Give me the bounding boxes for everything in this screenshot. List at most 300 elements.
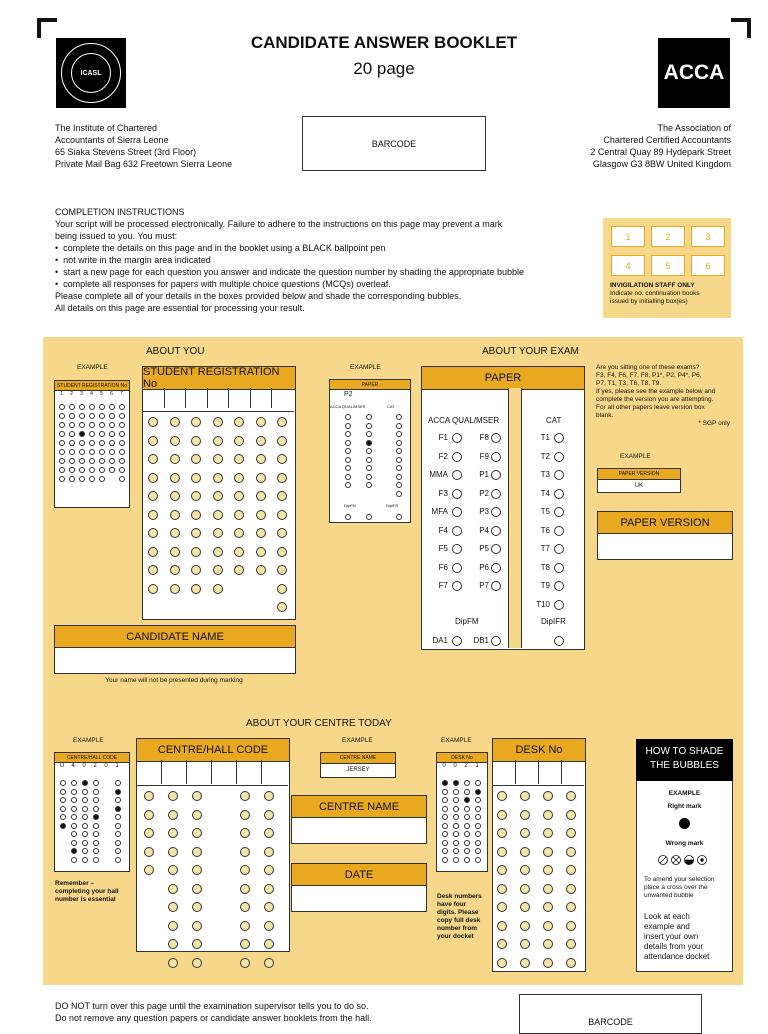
desk-bubble[interactable]: [520, 810, 530, 820]
desk-bubble[interactable]: [497, 939, 507, 949]
centre-bubble[interactable]: [192, 884, 202, 894]
desk-bubble[interactable]: [566, 865, 576, 875]
column-divider: [185, 388, 186, 408]
centre-example-bubble: [93, 823, 99, 829]
centre-bubble[interactable]: [168, 902, 178, 912]
centre-bubble[interactable]: [144, 865, 154, 875]
paper-bubble-p2[interactable]: [491, 489, 501, 499]
paper-label: P2: [479, 488, 489, 498]
paper-example-bubble: [345, 414, 351, 420]
cat-bubble-t8[interactable]: [554, 563, 564, 573]
centre-bubble[interactable]: [168, 865, 178, 875]
reg-bubble[interactable]: [277, 547, 287, 557]
desk-example-bubble: [475, 840, 481, 846]
desk-bubble[interactable]: [566, 828, 576, 838]
reg-bubble[interactable]: [213, 454, 223, 464]
desk-example-bubble: [453, 780, 459, 786]
centre-bubble[interactable]: [192, 791, 202, 801]
reg-bubble[interactable]: [213, 491, 223, 501]
reg-bubble[interactable]: [148, 454, 158, 464]
reg-example-digit: 5: [100, 391, 103, 397]
desk-example-bubble: [475, 780, 481, 786]
invigilation-box-3[interactable]: 3: [691, 226, 725, 247]
column-divider: [250, 388, 251, 408]
centre-bubble[interactable]: [264, 847, 274, 857]
paper-example-bubble: [366, 423, 372, 429]
paper-bubble-p4[interactable]: [491, 526, 501, 536]
reg-bubble[interactable]: [277, 491, 287, 501]
column-divider: [515, 760, 516, 784]
centre-name-example-header: CENTRE NAME: [320, 752, 396, 764]
reg-bubble[interactable]: [256, 547, 266, 557]
about-you-heading: ABOUT YOU: [146, 346, 205, 357]
paper-example-bubble: [345, 514, 351, 520]
reg-bubble[interactable]: [234, 565, 244, 575]
paper-example-bubble: [396, 482, 402, 488]
centre-bubble[interactable]: [264, 902, 274, 912]
paper-bubble-p3[interactable]: [491, 507, 501, 517]
reg-bubble[interactable]: [148, 417, 158, 427]
reg-bubble[interactable]: [191, 584, 201, 594]
desk-example-bubble: [464, 789, 470, 795]
centre-bubble[interactable]: [168, 810, 178, 820]
centre-bubble[interactable]: [168, 921, 178, 931]
reg-bubble[interactable]: [170, 417, 180, 427]
centre-bubble[interactable]: [192, 847, 202, 857]
invigilation-box-4[interactable]: 4: [611, 255, 645, 276]
reg-bubble[interactable]: [191, 510, 201, 520]
centre-bubble[interactable]: [168, 828, 178, 838]
reg-bubble[interactable]: [170, 510, 180, 520]
reg-bubble[interactable]: [213, 436, 223, 446]
reg-bubble[interactable]: [277, 584, 287, 594]
desk-example-bubble: [475, 797, 481, 803]
desk-example-bubble: [464, 806, 470, 812]
reg-bubble[interactable]: [170, 454, 180, 464]
wrong-mark-label: Wrong mark: [665, 840, 704, 847]
paper-label: F7: [438, 581, 448, 590]
cat-bubble-t1[interactable]: [554, 433, 564, 443]
paper-example-bubble: [366, 440, 372, 446]
reg-example-bubble: [89, 404, 95, 410]
centre-example-bubble: [82, 823, 88, 829]
reg-example-bubble: [89, 440, 95, 446]
cat-bubble-t4[interactable]: [554, 489, 564, 499]
invigilation-box-2[interactable]: 2: [651, 226, 685, 247]
centre-example-bubble: [71, 831, 77, 837]
example-label: EXAMPLE: [350, 364, 381, 371]
centre-example-digit: 2: [93, 763, 97, 769]
centre-code-example-header: CENTRE/HALL CODE: [54, 752, 130, 763]
reg-bubble[interactable]: [277, 436, 287, 446]
column-divider: [161, 760, 162, 784]
column-divider: [538, 760, 539, 784]
desk-bubble[interactable]: [497, 791, 507, 801]
reg-bubble[interactable]: [277, 473, 287, 483]
reg-bubble[interactable]: [277, 565, 287, 575]
reg-bubble[interactable]: [277, 602, 287, 612]
centre-bubble[interactable]: [192, 810, 202, 820]
reg-example-bubble: [69, 422, 75, 428]
desk-bubble[interactable]: [497, 810, 507, 820]
reg-bubble[interactable]: [191, 547, 201, 557]
desk-bubble[interactable]: [520, 921, 530, 931]
reg-bubble[interactable]: [256, 510, 266, 520]
cat-bubble-t10[interactable]: [554, 600, 564, 610]
reg-bubble[interactable]: [277, 510, 287, 520]
desk-example-bubble: [475, 823, 481, 829]
desk-example-bubble: [475, 806, 481, 812]
centre-example-bubble: [71, 848, 77, 854]
reg-example-digit: 7: [120, 391, 123, 397]
wrong-mark-bubbles: [658, 853, 712, 871]
candidate-name-field[interactable]: [54, 647, 296, 674]
column-divider: [236, 760, 237, 784]
desk-bubble[interactable]: [497, 865, 507, 875]
desk-example-bubble: [453, 789, 459, 795]
reg-bubble[interactable]: [170, 565, 180, 575]
paper-example-bubble: [396, 465, 402, 471]
centre-bubble[interactable]: [168, 939, 178, 949]
cat-header: CAT: [546, 416, 562, 425]
centre-bubble[interactable]: [168, 884, 178, 894]
desk-bubble[interactable]: [566, 939, 576, 949]
reg-bubble[interactable]: [256, 417, 266, 427]
centre-bubble[interactable]: [144, 810, 154, 820]
desk-bubble[interactable]: [543, 847, 553, 857]
desk-bubble[interactable]: [566, 847, 576, 857]
reg-example-bubble: [79, 458, 85, 464]
reg-bubble[interactable]: [170, 436, 180, 446]
centre-example-bubble: [82, 857, 88, 863]
desk-bubble[interactable]: [543, 828, 553, 838]
desk-example-bubble: [464, 857, 470, 863]
desk-bubble[interactable]: [497, 921, 507, 931]
centre-bubble[interactable]: [192, 939, 202, 949]
centre-example-bubble: [71, 780, 77, 786]
reg-bubble[interactable]: [170, 547, 180, 557]
dipfm-bubble-db1[interactable]: [491, 636, 501, 646]
cat-bubble-t7[interactable]: [554, 544, 564, 554]
centre-bubble[interactable]: [240, 921, 250, 931]
centre-example-bubble: [82, 797, 88, 803]
reg-bubble[interactable]: [234, 417, 244, 427]
reg-bubble[interactable]: [148, 473, 158, 483]
invigilation-box-1[interactable]: 1: [611, 226, 645, 247]
reg-example-bubble: [79, 440, 85, 446]
centre-bubble[interactable]: [264, 791, 274, 801]
reg-bubble[interactable]: [234, 436, 244, 446]
desk-bubble[interactable]: [520, 791, 530, 801]
centre-example-bubble: [93, 797, 99, 803]
desk-bubble[interactable]: [543, 791, 553, 801]
desk-bubble[interactable]: [543, 939, 553, 949]
reg-bubble[interactable]: [234, 491, 244, 501]
desk-example-bubble: [453, 806, 459, 812]
centre-name-header: CENTRE NAME: [291, 795, 427, 819]
reg-bubble[interactable]: [256, 473, 266, 483]
reg-bubble[interactable]: [170, 528, 180, 538]
centre-bubble[interactable]: [240, 828, 250, 838]
reg-example-digit: 2: [70, 391, 73, 397]
centre-bubble[interactable]: [192, 921, 202, 931]
desk-bubble[interactable]: [520, 902, 530, 912]
paper-label: P3: [479, 507, 489, 516]
centre-code-grid: [136, 738, 290, 952]
desk-example-bubble: [453, 797, 459, 803]
paper-bubble-f9[interactable]: [491, 452, 501, 462]
desk-example-bubble: [442, 840, 448, 846]
candidate-name-note: Your name will not be presented during marking: [105, 677, 243, 684]
desk-bubble[interactable]: [497, 902, 507, 912]
reg-example-bubble: [79, 422, 85, 428]
cat-label: T9: [540, 581, 550, 590]
centre-bubble[interactable]: [192, 865, 202, 875]
cat-bubble-t5[interactable]: [554, 507, 564, 517]
reg-bubble[interactable]: [191, 473, 201, 483]
student-reg-header: STUDENT REGISTRATION No: [142, 366, 296, 390]
reg-bubble[interactable]: [148, 528, 158, 538]
reg-example-bubble: [79, 449, 85, 455]
reg-bubble[interactable]: [277, 528, 287, 538]
centre-example-bubble: [115, 789, 121, 795]
paper-example-col1: ACCA QUAL/MSER: [330, 404, 366, 409]
centre-name-field[interactable]: [291, 817, 427, 844]
reg-example-bubble: [89, 458, 95, 464]
centre-bubble[interactable]: [240, 939, 250, 949]
centre-example-bubble: [93, 840, 99, 846]
cat-bubble-t3[interactable]: [554, 470, 564, 480]
desk-bubble[interactable]: [566, 884, 576, 894]
reg-bubble[interactable]: [213, 528, 223, 538]
paper-bubble-p6[interactable]: [491, 563, 501, 573]
reg-bubble[interactable]: [148, 510, 158, 520]
reg-example-digit: 4: [90, 391, 93, 397]
reg-example-bubble: [119, 440, 125, 446]
reg-bubble[interactable]: [234, 510, 244, 520]
reg-example-bubble: [99, 404, 105, 410]
cat-label: T5: [540, 507, 550, 516]
paper-version-field[interactable]: [597, 533, 733, 560]
centre-example-digit: U: [59, 763, 65, 769]
reg-bubble[interactable]: [256, 565, 266, 575]
dipfm-label: DB1: [473, 636, 489, 645]
centre-bubble[interactable]: [264, 939, 274, 949]
centre-bubble[interactable]: [144, 828, 154, 838]
centre-bubble[interactable]: [144, 847, 154, 857]
cat-bubble-t9[interactable]: [554, 581, 564, 591]
reg-bubble[interactable]: [256, 528, 266, 538]
reg-bubble[interactable]: [213, 547, 223, 557]
reg-bubble[interactable]: [234, 454, 244, 464]
centre-example-bubble: [115, 797, 121, 803]
centre-bubble[interactable]: [240, 884, 250, 894]
reg-example-bubble: [69, 467, 75, 473]
about-exam-heading: ABOUT YOUR EXAM: [482, 346, 579, 357]
completion-instructions: COMPLETION INSTRUCTIONS Your script will be processed electronically. Failure to adhere to the instructions on this page may prevent a mark being issued to you. You must: • complete the details on this page and in the booklet using a BLACK ballpoint pen • not write in the margin area indicated • start a new page for each question you answer and indicate the question number by shading the appropriate bubble • complete all responses for papers with multiple choice questions (MCQs) overleaf. Please complete all of your details in the boxes provided below and shade the corresponding bubbles. All details on this page are essential for processing your result.: [55, 207, 524, 313]
desk-bubble[interactable]: [566, 791, 576, 801]
date-header: DATE: [291, 863, 427, 887]
centre-bubble[interactable]: [192, 902, 202, 912]
paper-bubble-f8[interactable]: [491, 433, 501, 443]
centre-bubble[interactable]: [144, 791, 154, 801]
reg-example-bubble: [89, 467, 95, 473]
reg-bubble[interactable]: [191, 565, 201, 575]
desk-example-bubble: [453, 857, 459, 863]
paper-bubble-p1[interactable]: [491, 470, 501, 480]
desk-bubble[interactable]: [543, 865, 553, 875]
example-label: EXAMPLE: [342, 737, 373, 744]
centre-bubble[interactable]: [264, 828, 274, 838]
paper-example-bubble: [345, 423, 351, 429]
reg-bubble[interactable]: [170, 491, 180, 501]
centre-bubble[interactable]: [168, 847, 178, 857]
desk-bubble[interactable]: [497, 847, 507, 857]
reg-bubble[interactable]: [234, 528, 244, 538]
centre-bubble[interactable]: [264, 810, 274, 820]
desk-bubble[interactable]: [566, 902, 576, 912]
paper-example-bubble: [366, 448, 372, 454]
reg-example-bubble: [109, 431, 115, 437]
desk-example-digit: 0: [453, 763, 457, 769]
reg-bubble[interactable]: [256, 491, 266, 501]
reg-bubble[interactable]: [148, 491, 158, 501]
reg-bubble[interactable]: [256, 436, 266, 446]
centre-example-bubble: [115, 840, 121, 846]
centre-example-bubble: [60, 814, 66, 820]
barcode-box: BARCODE: [302, 116, 486, 171]
reg-bubble[interactable]: [277, 417, 287, 427]
corner-mark-tl: [37, 18, 57, 38]
reg-bubble[interactable]: [170, 473, 180, 483]
centre-bubble[interactable]: [240, 791, 250, 801]
reg-bubble[interactable]: [213, 417, 223, 427]
reg-bubble[interactable]: [170, 584, 180, 594]
desk-example-bubble: [453, 814, 459, 820]
desk-bubble[interactable]: [543, 884, 553, 894]
reg-example-bubble: [89, 476, 95, 482]
centre-bubble[interactable]: [240, 958, 250, 968]
desk-bubble[interactable]: [520, 865, 530, 875]
centre-bubble[interactable]: [264, 921, 274, 931]
centre-bubble[interactable]: [240, 902, 250, 912]
paper-example-bubble: [366, 431, 372, 437]
reg-bubble[interactable]: [213, 473, 223, 483]
paper-label: MFA: [431, 507, 448, 516]
desk-bubble[interactable]: [520, 958, 530, 968]
reg-example-bubble: [59, 476, 65, 482]
centre-bubble[interactable]: [264, 865, 274, 875]
desk-bubble[interactable]: [520, 828, 530, 838]
column-divider: [228, 388, 229, 408]
reg-bubble[interactable]: [191, 528, 201, 538]
desk-bubble[interactable]: [543, 921, 553, 931]
desk-example-bubble: [453, 848, 459, 854]
reg-bubble[interactable]: [213, 565, 223, 575]
reg-bubble[interactable]: [191, 491, 201, 501]
reg-bubble[interactable]: [234, 547, 244, 557]
desk-example-bubble: [442, 814, 448, 820]
reg-bubble[interactable]: [191, 454, 201, 464]
reg-bubble[interactable]: [213, 510, 223, 520]
paper-example-bubble: [396, 423, 402, 429]
icasl-seal-logo: ICASL: [56, 38, 126, 108]
reg-example-digit: 6: [110, 391, 113, 397]
date-field[interactable]: [291, 885, 427, 912]
desk-bubble[interactable]: [566, 921, 576, 931]
desk-bubble[interactable]: [566, 958, 576, 968]
cat-bubble-t2[interactable]: [554, 452, 564, 462]
reg-bubble[interactable]: [213, 584, 223, 594]
centre-bubble[interactable]: [240, 847, 250, 857]
centre-bubble[interactable]: [264, 958, 274, 968]
paper-example-bubble: [396, 514, 402, 520]
invigilation-box-5[interactable]: 5: [651, 255, 685, 276]
reg-bubble[interactable]: [256, 454, 266, 464]
reg-bubble[interactable]: [148, 584, 158, 594]
reg-example-bubble: [109, 458, 115, 464]
centre-example-bubble: [115, 806, 121, 812]
reg-bubble[interactable]: [148, 436, 158, 446]
reg-digit-row-separator: [142, 411, 294, 412]
reg-bubble[interactable]: [191, 417, 201, 427]
reg-bubble[interactable]: [148, 547, 158, 557]
paper-bubble-p5[interactable]: [491, 544, 501, 554]
cat-label: T4: [540, 488, 550, 498]
reg-bubble[interactable]: [277, 454, 287, 464]
paper-version-header: PAPER VERSION: [597, 511, 733, 535]
version-example-field: UK: [597, 479, 681, 493]
centre-code-header: CENTRE/HALL CODE: [136, 738, 290, 762]
reg-bubble[interactable]: [234, 473, 244, 483]
paper-bubble-p7[interactable]: [491, 581, 501, 591]
centre-bubble[interactable]: [168, 791, 178, 801]
cat-label: T1: [540, 433, 550, 442]
desk-bubble[interactable]: [566, 810, 576, 820]
desk-bubble[interactable]: [520, 939, 530, 949]
desk-bubble[interactable]: [543, 958, 553, 968]
centre-bubble[interactable]: [240, 810, 250, 820]
reg-bubble[interactable]: [191, 436, 201, 446]
reg-example-bubble: [79, 413, 85, 419]
centre-bubble[interactable]: [192, 828, 202, 838]
desk-example-bubble: [442, 823, 448, 829]
centre-bubble[interactable]: [168, 958, 178, 968]
centre-example-bubble: [71, 823, 77, 829]
paper-label: F1: [438, 433, 448, 442]
desk-bubble[interactable]: [520, 847, 530, 857]
centre-bubble[interactable]: [264, 884, 274, 894]
cat-bubble-t6[interactable]: [554, 526, 564, 536]
centre-bubble[interactable]: [192, 958, 202, 968]
reg-example-bubble: [119, 476, 125, 482]
reg-example-bubble: [79, 467, 85, 473]
desk-bubble[interactable]: [497, 828, 507, 838]
desk-bubble[interactable]: [543, 810, 553, 820]
invigilation-box-6[interactable]: 6: [691, 255, 725, 276]
desk-example-header: DESK No: [436, 752, 488, 763]
centre-bubble[interactable]: [240, 865, 250, 875]
desk-example-bubble: [464, 797, 470, 803]
paper-example-bubble: [345, 448, 351, 454]
desk-bubble[interactable]: [520, 884, 530, 894]
dipifr-bubble[interactable]: [554, 636, 564, 646]
reg-bubble[interactable]: [148, 565, 158, 575]
desk-bubble[interactable]: [497, 958, 507, 968]
desk-bubble[interactable]: [543, 902, 553, 912]
desk-bubble[interactable]: [497, 884, 507, 894]
reg-example-bubble: [59, 413, 65, 419]
